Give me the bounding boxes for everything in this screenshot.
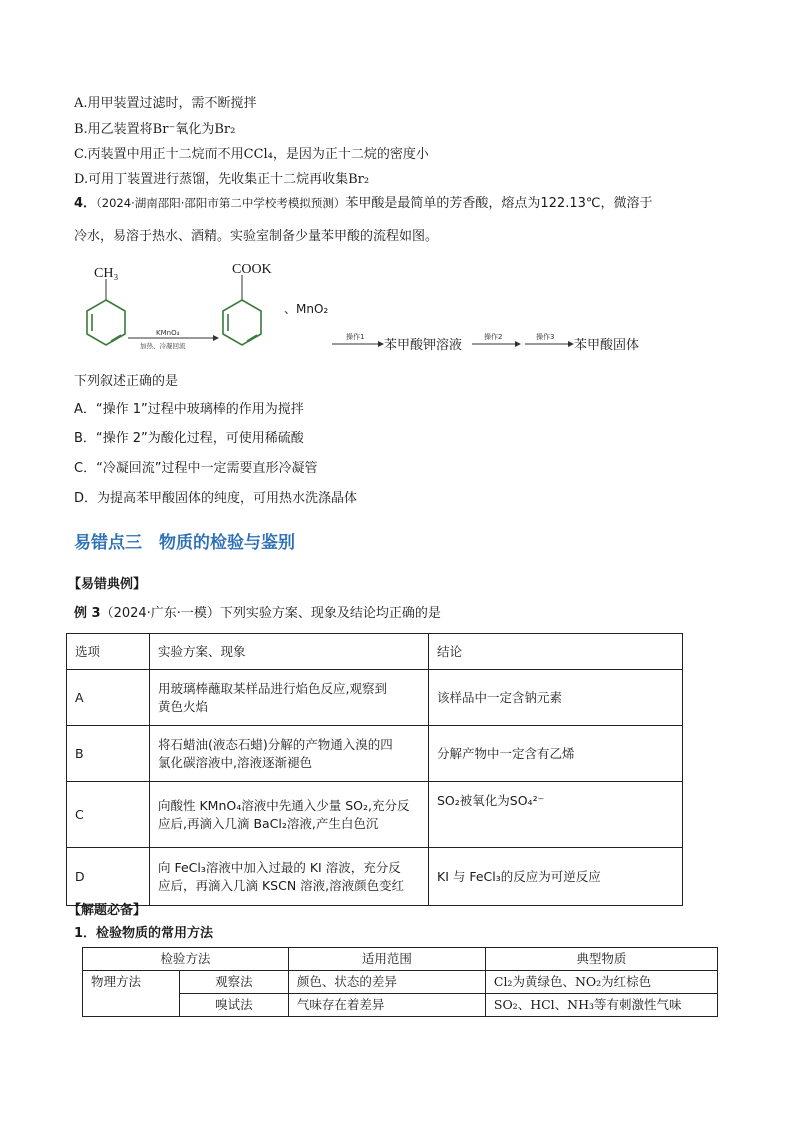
- row-option: C: [67, 782, 150, 848]
- row-conclusion: KI 与 FeCl₃的反应为可逆反应: [429, 848, 683, 906]
- prev-option-c: C.丙装置中用正十二烷而不用CCl₄，是因为正十二烷的密度小: [74, 147, 429, 162]
- plan-line: 向 FeCl₃溶液中加入过最的 KI 溶波，充分反: [158, 859, 401, 875]
- benzoate-structure: [223, 275, 261, 345]
- methods-method: 嗅试法: [180, 994, 289, 1017]
- row-plan: [150, 848, 429, 906]
- table-row: [67, 726, 683, 782]
- example-table: [66, 633, 683, 906]
- arrow1-bottom: 加热、冷凝回流: [140, 342, 186, 350]
- question-text-1: 苯甲酸是最简单的芳香酸，熔点为122.13℃，微溶于: [345, 196, 653, 211]
- header-option: 选项: [67, 634, 150, 670]
- row-plan: [150, 726, 429, 782]
- row-plan: [150, 782, 429, 848]
- question-4-line2: 冷水，易溶于热水、酒精。实验室制备少量苯甲酸的流程如图。: [74, 229, 439, 244]
- header-conclusion: 结论: [429, 634, 683, 670]
- op3-label: 操作3: [536, 333, 555, 341]
- byproduct-label: 、MnO₂: [284, 302, 329, 316]
- header-plan: 实验方案、现象: [150, 634, 429, 670]
- table-row: [67, 848, 683, 906]
- plan-line: 黄色火焰: [158, 698, 209, 714]
- methods-category: 物理方法: [83, 971, 180, 1017]
- methods-example: SO₂、HCl、NH₃等有刺激性气味: [485, 994, 717, 1017]
- op2-label: 操作2: [484, 333, 503, 341]
- typical-example-label: 【易错典例】: [68, 577, 147, 592]
- example-text: （2024·广东·一模）下列实验方案、现象及结论均正确的是: [100, 606, 441, 621]
- q4-option-c: C．“冷凝回流”过程中一定需要直形冷凝管: [74, 461, 318, 476]
- row-option: A: [67, 670, 150, 726]
- arrow1-top: KMnO₄: [156, 329, 180, 337]
- plan-line: 用玻璃棒蘸取某样品进行焰色反应,观察到: [158, 680, 387, 696]
- row-option: D: [67, 848, 150, 906]
- row-conclusion: SO₂被氧化为SO₄²⁻: [429, 782, 683, 848]
- reaction-scheme: [70, 255, 670, 365]
- methods-method: 观察法: [180, 971, 289, 994]
- row-plan: [150, 670, 429, 726]
- methods-header-scope: 适用范围: [288, 948, 485, 971]
- q4-option-d: D．为提高苯甲酸固体的纯度，可用热水洗涤晶体: [74, 491, 358, 506]
- row-conclusion: 该样品中一定含钠元素: [429, 670, 683, 726]
- prev-option-a: A.用甲装置过滤时，需不断搅拌: [74, 96, 257, 111]
- methods-table: [82, 947, 718, 1017]
- question-number: 4．: [74, 196, 97, 211]
- solve-label: 【解题必备】: [68, 903, 147, 918]
- q4-option-b: B．“操作 2”为酸化过程，可使用稀硫酸: [74, 431, 304, 446]
- prev-option-b: B.用乙装置将Br⁻氧化为Br₂: [74, 122, 236, 137]
- table-row: [67, 670, 683, 726]
- intermediate-label: 苯甲酸钾溶液: [384, 338, 463, 353]
- table-row: [67, 782, 683, 848]
- methods-header-row: [83, 948, 718, 971]
- question-4-line1: [74, 194, 652, 213]
- plan-line: 应后,再滴入几滴 BaCl₂溶液,产生白色沉: [158, 815, 379, 831]
- example-3-header: [74, 605, 441, 623]
- methods-scope: 气味存在着差异: [288, 994, 485, 1017]
- methods-row: [83, 971, 718, 994]
- plan-line: 氯化碳溶液中,溶液逐渐褪色: [158, 754, 312, 770]
- example-label: 例 3: [74, 606, 101, 621]
- solve-subtitle: 1．检验物质的常用方法: [74, 926, 214, 941]
- methods-example: Cl₂为黄绿色、NO₂为红棕色: [485, 971, 717, 994]
- row-conclusion: 分解产物中一定含有乙烯: [429, 726, 683, 782]
- methods-header-method: 检验方法: [83, 948, 289, 971]
- row-option: B: [67, 726, 150, 782]
- table-header-row: [67, 634, 683, 670]
- cook-label: COOK: [232, 262, 272, 277]
- q4-option-a: A．“操作 1”过程中玻璃棒的作用为搅拌: [74, 402, 304, 417]
- ch3-label: CH₃: [94, 266, 119, 281]
- plan-line: 应后，再滴入几滴 KSCN 溶液,溶液颜色变红: [158, 877, 405, 893]
- op1-label: 操作1: [346, 333, 365, 341]
- plan-line: 将石蜡油(液态石蜡)分解的产物通入溴的四: [158, 736, 393, 752]
- prev-option-d: D.可用丁装置进行蒸馏，先收集正十二烷再收集Br₂: [74, 172, 370, 187]
- question-source: （2024·湖南邵阳·邵阳市第二中学校考模拟预测）: [96, 196, 346, 210]
- plan-line: 向酸性 KMnO₄溶液中先通入少量 SO₂,充分反: [158, 797, 410, 813]
- final-label: 苯甲酸固体: [574, 338, 640, 353]
- question-stem: 下列叙述正确的是: [74, 374, 179, 389]
- section-title: 易错点三 物质的检验与鉴别: [74, 533, 295, 553]
- methods-header-example: 典型物质: [485, 948, 717, 971]
- methods-scope: 颜色、状态的差异: [288, 971, 485, 994]
- toluene-structure: [87, 279, 125, 345]
